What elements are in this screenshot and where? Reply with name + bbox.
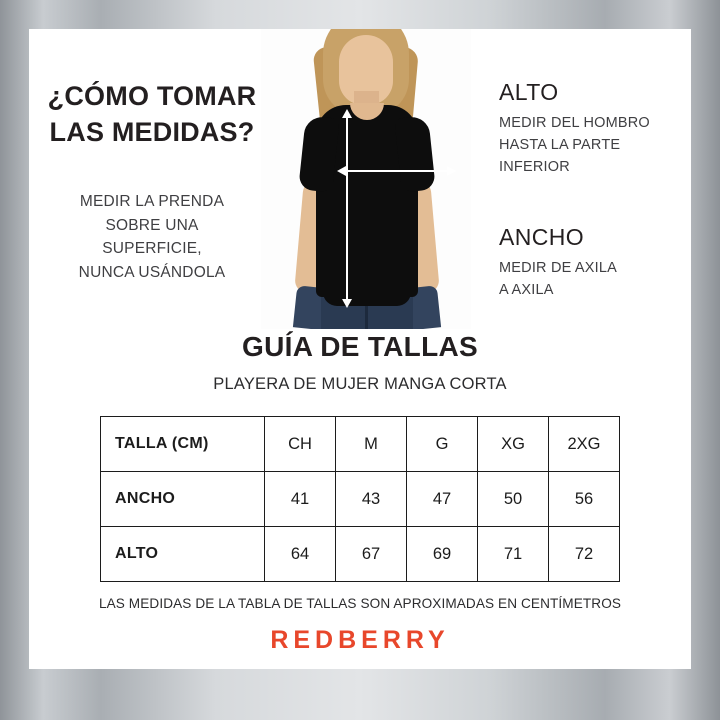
alto-desc-line-2: HASTA LA PARTE: [499, 137, 621, 154]
ancho-g: 47: [407, 472, 478, 527]
table-row: [101, 527, 620, 582]
alto-ch: 64: [265, 527, 336, 582]
alto-measure-arrow-icon: [346, 117, 348, 300]
table-header-g: G: [407, 417, 478, 472]
table-header-xg: XG: [478, 417, 549, 472]
size-table: [100, 416, 620, 582]
table-row: [101, 472, 620, 527]
page-title: [37, 79, 267, 150]
top-section: [29, 29, 691, 329]
alto-xg: 71: [478, 527, 549, 582]
size-guide-card: [29, 29, 691, 669]
table-header-2xg: 2XG: [549, 417, 620, 472]
instructions-text: [37, 190, 267, 284]
alto-title: ALTO: [499, 79, 559, 105]
page-title-line-1: ¿CÓMO TOMAR: [47, 81, 257, 111]
instructions-line-3: SUPERFICIE,: [102, 240, 202, 258]
size-table-subtitle: PLAYERA DE MUJER MANGA CORTA: [213, 375, 507, 393]
instructions-right: [499, 79, 689, 301]
row-label-ancho: ANCHO: [101, 472, 265, 527]
size-table-footnote: LAS MEDIDAS DE LA TABLA DE TALLAS SON APROXIMADAS EN CENTÍMETROS: [98, 596, 622, 611]
alto-desc-line-3: INFERIOR: [499, 159, 570, 176]
brand-logo: REDBERRY: [270, 626, 450, 654]
ancho-title: ANCHO: [499, 224, 585, 251]
alto-2xg: 72: [549, 527, 620, 582]
ancho-m: 43: [336, 472, 407, 527]
model-photo: [261, 29, 471, 329]
row-label-alto: ALTO: [101, 527, 265, 582]
instructions-line-2: SOBRE UNA: [105, 216, 199, 234]
ancho-2xg: 56: [549, 472, 620, 527]
table-header-m: M: [336, 417, 407, 472]
table-header-talla: TALLA (CM): [101, 417, 265, 472]
instructions-line-4: NUNCA USÁNDOLA: [78, 263, 226, 281]
ancho-desc-line-1: MEDIR DE AXILA: [499, 260, 618, 277]
table-header-ch: CH: [265, 417, 336, 472]
instructions-line-1: MEDIR LA PRENDA: [79, 193, 225, 211]
spacer: [499, 178, 689, 224]
ancho-xg: 50: [478, 472, 549, 527]
alto-m: 67: [336, 527, 407, 582]
size-table-title: GUÍA DE TALLAS: [242, 331, 478, 362]
ancho-desc-line-2: A AXILA: [499, 282, 554, 299]
instructions-left: [37, 79, 267, 284]
ancho-ch: 41: [265, 472, 336, 527]
size-table-section: [29, 331, 691, 611]
table-header-row: [101, 417, 620, 472]
alto-desc-line-1: MEDIR DEL HOMBRO: [499, 115, 650, 131]
page-title-line-2: LAS MEDIDAS?: [49, 116, 255, 147]
alto-g: 69: [407, 527, 478, 582]
ancho-measure-arrow-icon: [345, 170, 448, 172]
